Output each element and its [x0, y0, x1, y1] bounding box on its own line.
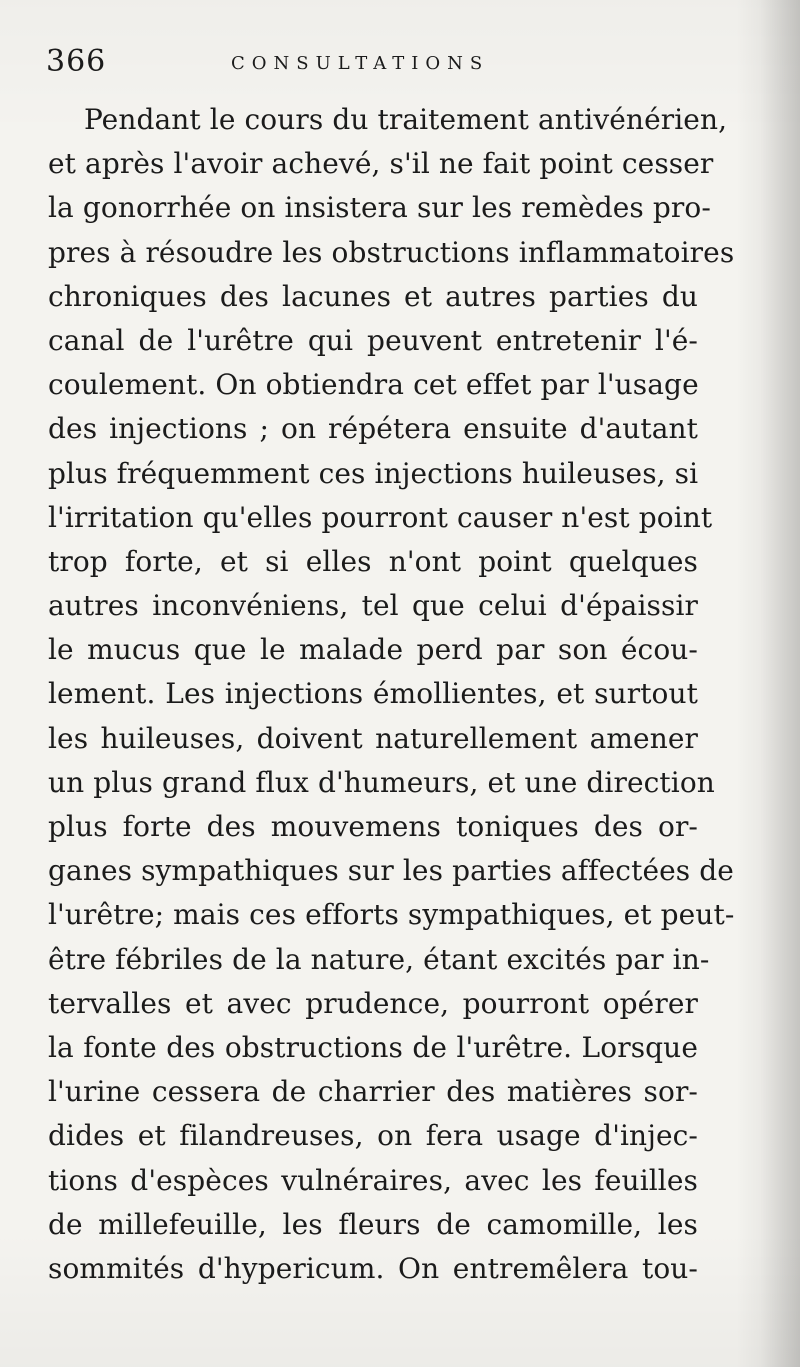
- text-line: des injections ; on répétera ensuite d'autant: [48, 412, 698, 446]
- text-line: plus fréquemment ces injections huileuses, si: [48, 456, 699, 490]
- text-line: canal de l'urêtre qui peuvent entretenir l'é-: [48, 323, 698, 357]
- text-line: autres inconvéniens, tel que celui d'épaissir: [48, 589, 698, 623]
- text-line: coulement. On obtiendra cet effet par l'usage: [48, 368, 699, 402]
- text-line: dides et filandreuses, on fera usage d'injec-: [48, 1119, 698, 1153]
- text-line: trop forte, et si elles n'ont point quelques: [48, 544, 698, 578]
- text-line: le mucus que le malade perd par son écou-: [48, 633, 698, 667]
- text-line: pres à résoudre les obstructions inflammatoires: [48, 235, 735, 269]
- page-edge-shadow: [760, 0, 800, 1367]
- text-line: de millefeuille, les fleurs de camomille, les: [48, 1207, 698, 1241]
- body-text: [48, 98, 735, 1291]
- text-line: plus forte des mouvemens toniques des or-: [48, 810, 698, 843]
- text-line: sommités d'hypericum. On entremêlera tou-: [48, 1251, 698, 1285]
- page-number: 366: [46, 44, 107, 79]
- text-line: Pendant le cours du traitement antivénérien,: [84, 103, 728, 136]
- text-line: la fonte des obstructions de l'urêtre. Lorsque: [48, 1030, 698, 1064]
- text-line: un plus grand flux d'humeurs, et une direction: [48, 765, 715, 799]
- text-line: tervalles et avec prudence, pourront opérer: [48, 986, 698, 1020]
- text-line: l'urêtre; mais ces efforts sympathiques, et peut-: [48, 898, 735, 932]
- text-line: chroniques des lacunes et autres parties du: [48, 279, 698, 313]
- text-line: tions d'espèces vulnéraires, avec les feuilles: [48, 1163, 698, 1197]
- text-line: être fébriles de la nature, étant excités par in-: [48, 942, 710, 976]
- text-line: lement. Les injections émollientes, et surtout: [48, 677, 698, 711]
- text-line: l'urine cessera de charrier des matières sor-: [48, 1075, 698, 1109]
- page-header: [46, 44, 706, 84]
- text-line: ganes sympathiques sur les parties affectées de: [48, 854, 734, 888]
- running-title: CONSULTATIONS: [231, 53, 490, 74]
- text-line: les huileuses, doivent naturellement amener: [48, 721, 698, 755]
- text-line: l'irritation qu'elles pourront causer n'est point: [48, 500, 713, 534]
- text-line: la gonorrhée on insistera sur les remèdes pro-: [48, 191, 711, 225]
- text-line: et après l'avoir achevé, s'il ne fait point cesser: [48, 147, 714, 181]
